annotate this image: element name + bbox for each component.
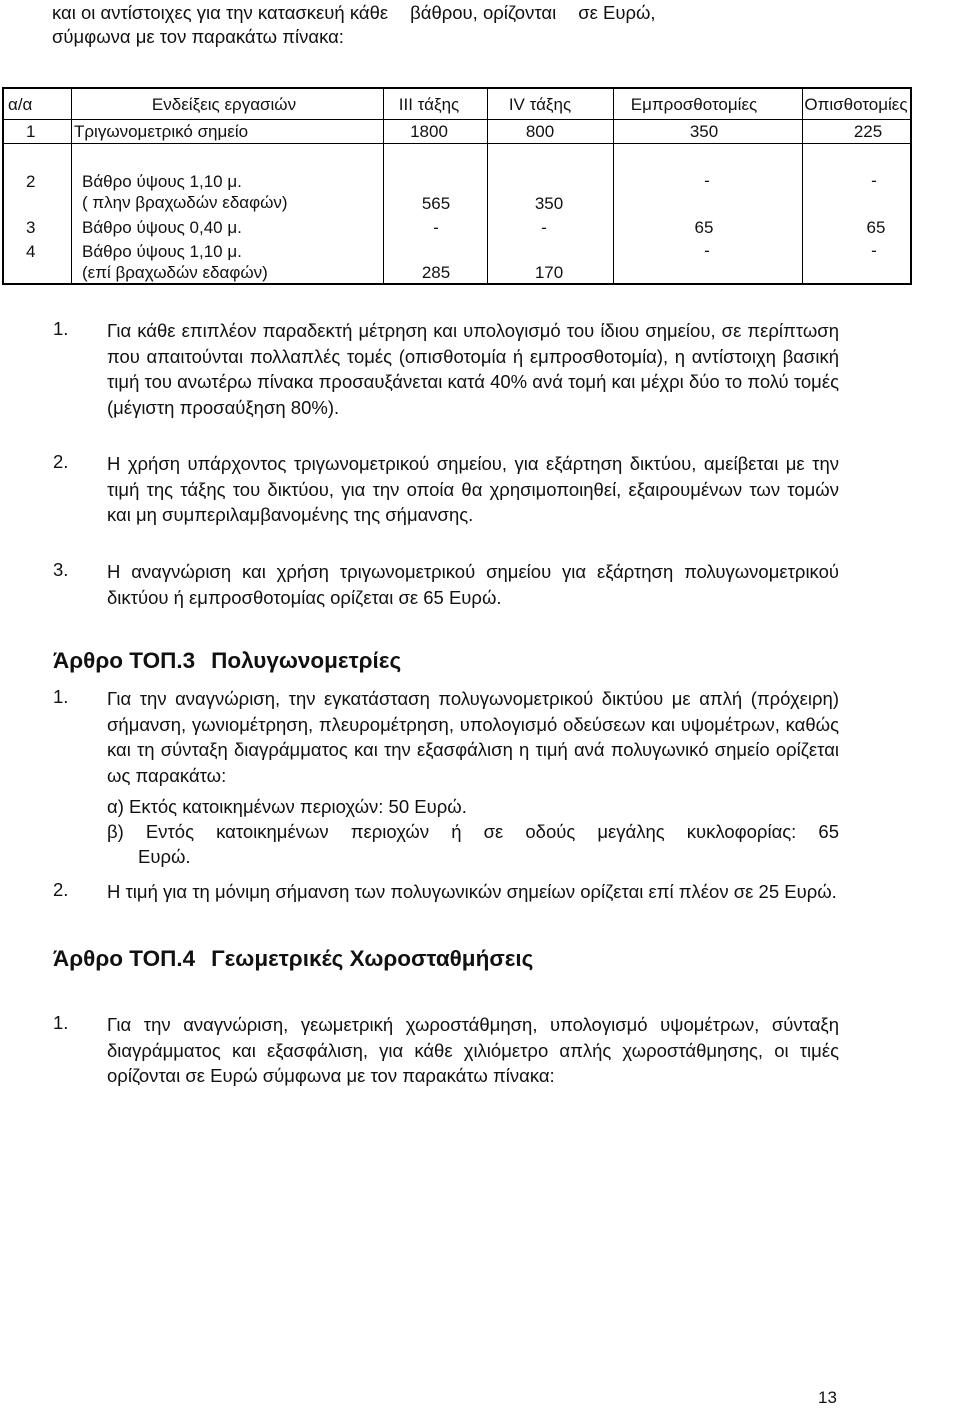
table-cell: 350: [534, 194, 564, 213]
article-paragraph: Για την αναγνώριση, γεωμετρική χωροστάθμηση, υπολογισμό υψομέτρων, σύνταξη διαγράμματος και εξασφάλιση, για κάθε χιλιόμετρο απλής χωροστάθμησης, οι τιμές ορίζονται σε Ευρώ σύμφωνα με τον παρακάτω πίνακα:: [107, 1014, 839, 1087]
table-cell: 65: [694, 218, 714, 237]
intro-line-2: σύμφωνα με τον παρακάτω πίνακα:: [52, 26, 344, 47]
article-heading: [53, 648, 401, 674]
table-rule: [4, 119, 910, 120]
table-cell: -: [871, 241, 877, 260]
table-cell: (επί βραχωδών εδαφών): [82, 263, 268, 282]
table-cell: -: [541, 218, 547, 237]
page-number: 13: [818, 1388, 837, 1407]
table-header-cell: ΙΙΙ τάξης: [398, 95, 460, 114]
table-cell: 170: [534, 263, 564, 282]
item-number: 1.: [53, 318, 69, 339]
item-number: 2.: [53, 451, 69, 472]
table-rule: [383, 89, 384, 283]
table-cell: -: [871, 171, 877, 190]
table-cell: 65: [866, 218, 886, 237]
table-cell: Βάθρο ύψους 1,10 μ.: [82, 172, 242, 191]
table-cell: 285: [421, 263, 451, 282]
sub-item-b: β) Εντός κατοικημένων περιοχών ή σε οδούς μεγάλης κυκλοφορίας: 65: [107, 821, 839, 842]
article-label: Άρθρο ΤΟΠ.3: [53, 648, 196, 673]
note-paragraph: Η αναγνώριση και χρήση τριγωνομετρικού σημείου για εξάρτηση πολυγωνομετρικού δικτύου ή εμπροσθοτομίας ορίζεται σε 65 Ευρώ.: [107, 561, 839, 608]
table-header-cell: Εμπροσθοτομίες: [630, 95, 758, 114]
sub-item-b-continued: Ευρώ.: [138, 846, 191, 867]
note-paragraph: Η χρήση υπάρχοντος τριγωνομετρικού σημείου, για εξάρτηση δικτύου, αμείβεται με την τιμή της τάξης του δικτύου, για την οποία θα χρησιμοποιηθεί, εξαιρουμένων των τομών και μη συμπεριλαμβανομένης της σήμανσης.: [107, 453, 839, 526]
table-cell: -: [704, 171, 710, 190]
item-number: 1.: [53, 686, 69, 707]
table-cell: -: [704, 241, 710, 260]
table-cell: Βάθρο ύψους 1,10 μ.: [82, 242, 242, 261]
table-cell: 1: [26, 122, 36, 141]
table-rule: [4, 143, 910, 144]
item-number: 3.: [53, 559, 69, 580]
table-header-cell: Ενδείξεις εργασιών: [151, 95, 297, 114]
table-rule: [71, 89, 72, 283]
table-rule: [613, 89, 614, 283]
article-title: Γεωμετρικές Χωροσταθμήσεις: [211, 946, 534, 971]
table-rule: [487, 89, 488, 283]
table-cell: 3: [26, 218, 36, 237]
article-paragraph: Για την αναγνώριση, την εγκατάσταση πολυγωνομετρικού δικτύου με απλή (πρόχειρη) σήμανση, γωνιομέτρηση, πλευρομέτρηση, υπολογισμό οδεύσεων και υψομέτρων, καθώς και τη σύνταξη διαγράμματος και την εξασφάλιση η τιμή ανά πολυγωνικό σημείο ορίζεται ως παρακάτω:: [107, 688, 839, 787]
article-label: Άρθρο ΤΟΠ.4: [53, 946, 196, 971]
article-title: Πολυγωνομετρίες: [211, 648, 402, 673]
sub-item-a: α) Εκτός κατοικημένων περιοχών: 50 Ευρώ.: [107, 796, 467, 817]
table-cell: 4: [26, 242, 36, 261]
article-paragraph: Η τιμή για τη μόνιμη σήμανση των πολυγωνικών σημείων ορίζεται επί πλέον σε 25 Ευρώ.: [107, 881, 837, 902]
prices-table: [2, 87, 912, 285]
table-header-cell: Οπισθοτομίες: [804, 95, 908, 114]
table-cell: Τριγωνομετρικό σημείο: [74, 122, 249, 141]
table-cell: -: [433, 218, 439, 237]
table-header-cell: ΙV τάξης: [508, 95, 572, 114]
table-cell: 565: [421, 194, 451, 213]
table-cell: 2: [26, 172, 36, 191]
table-cell: 350: [689, 122, 719, 141]
table-cell: 225: [853, 122, 883, 141]
item-number: 1.: [53, 1012, 69, 1033]
note-paragraph: Για κάθε επιπλέον παραδεκτή μέτρηση και υπολογισμό του ίδιου σημείου, σε περίπτωση που απαιτούνται πολλαπλές τομές (οπισθοτομία ή εμπροσθοτομία), η αντίστοιχη βασική τιμή του ανωτέρω πίνακα προσαυξάνεται κατά 40% ανά τομή και μέχρι δύο το πολύ τομές (μέγιστη προσαύξηση 80%).: [107, 320, 839, 419]
item-number: 2.: [53, 879, 69, 900]
article-heading: [53, 946, 533, 972]
table-cell: Βάθρο ύψους 0,40 μ.: [82, 218, 242, 237]
intro-line-1: και οι αντίστοιχες για την κατασκευή κάθε βάθρου, ορίζονται σε Ευρώ,: [52, 2, 656, 23]
table-cell: 1800: [410, 122, 448, 141]
table-cell: ( πλην βραχωδών εδαφών): [82, 193, 288, 212]
table-cell: 800: [525, 122, 555, 141]
table-header-cell: α/α: [8, 95, 33, 114]
table-rule: [802, 89, 803, 283]
